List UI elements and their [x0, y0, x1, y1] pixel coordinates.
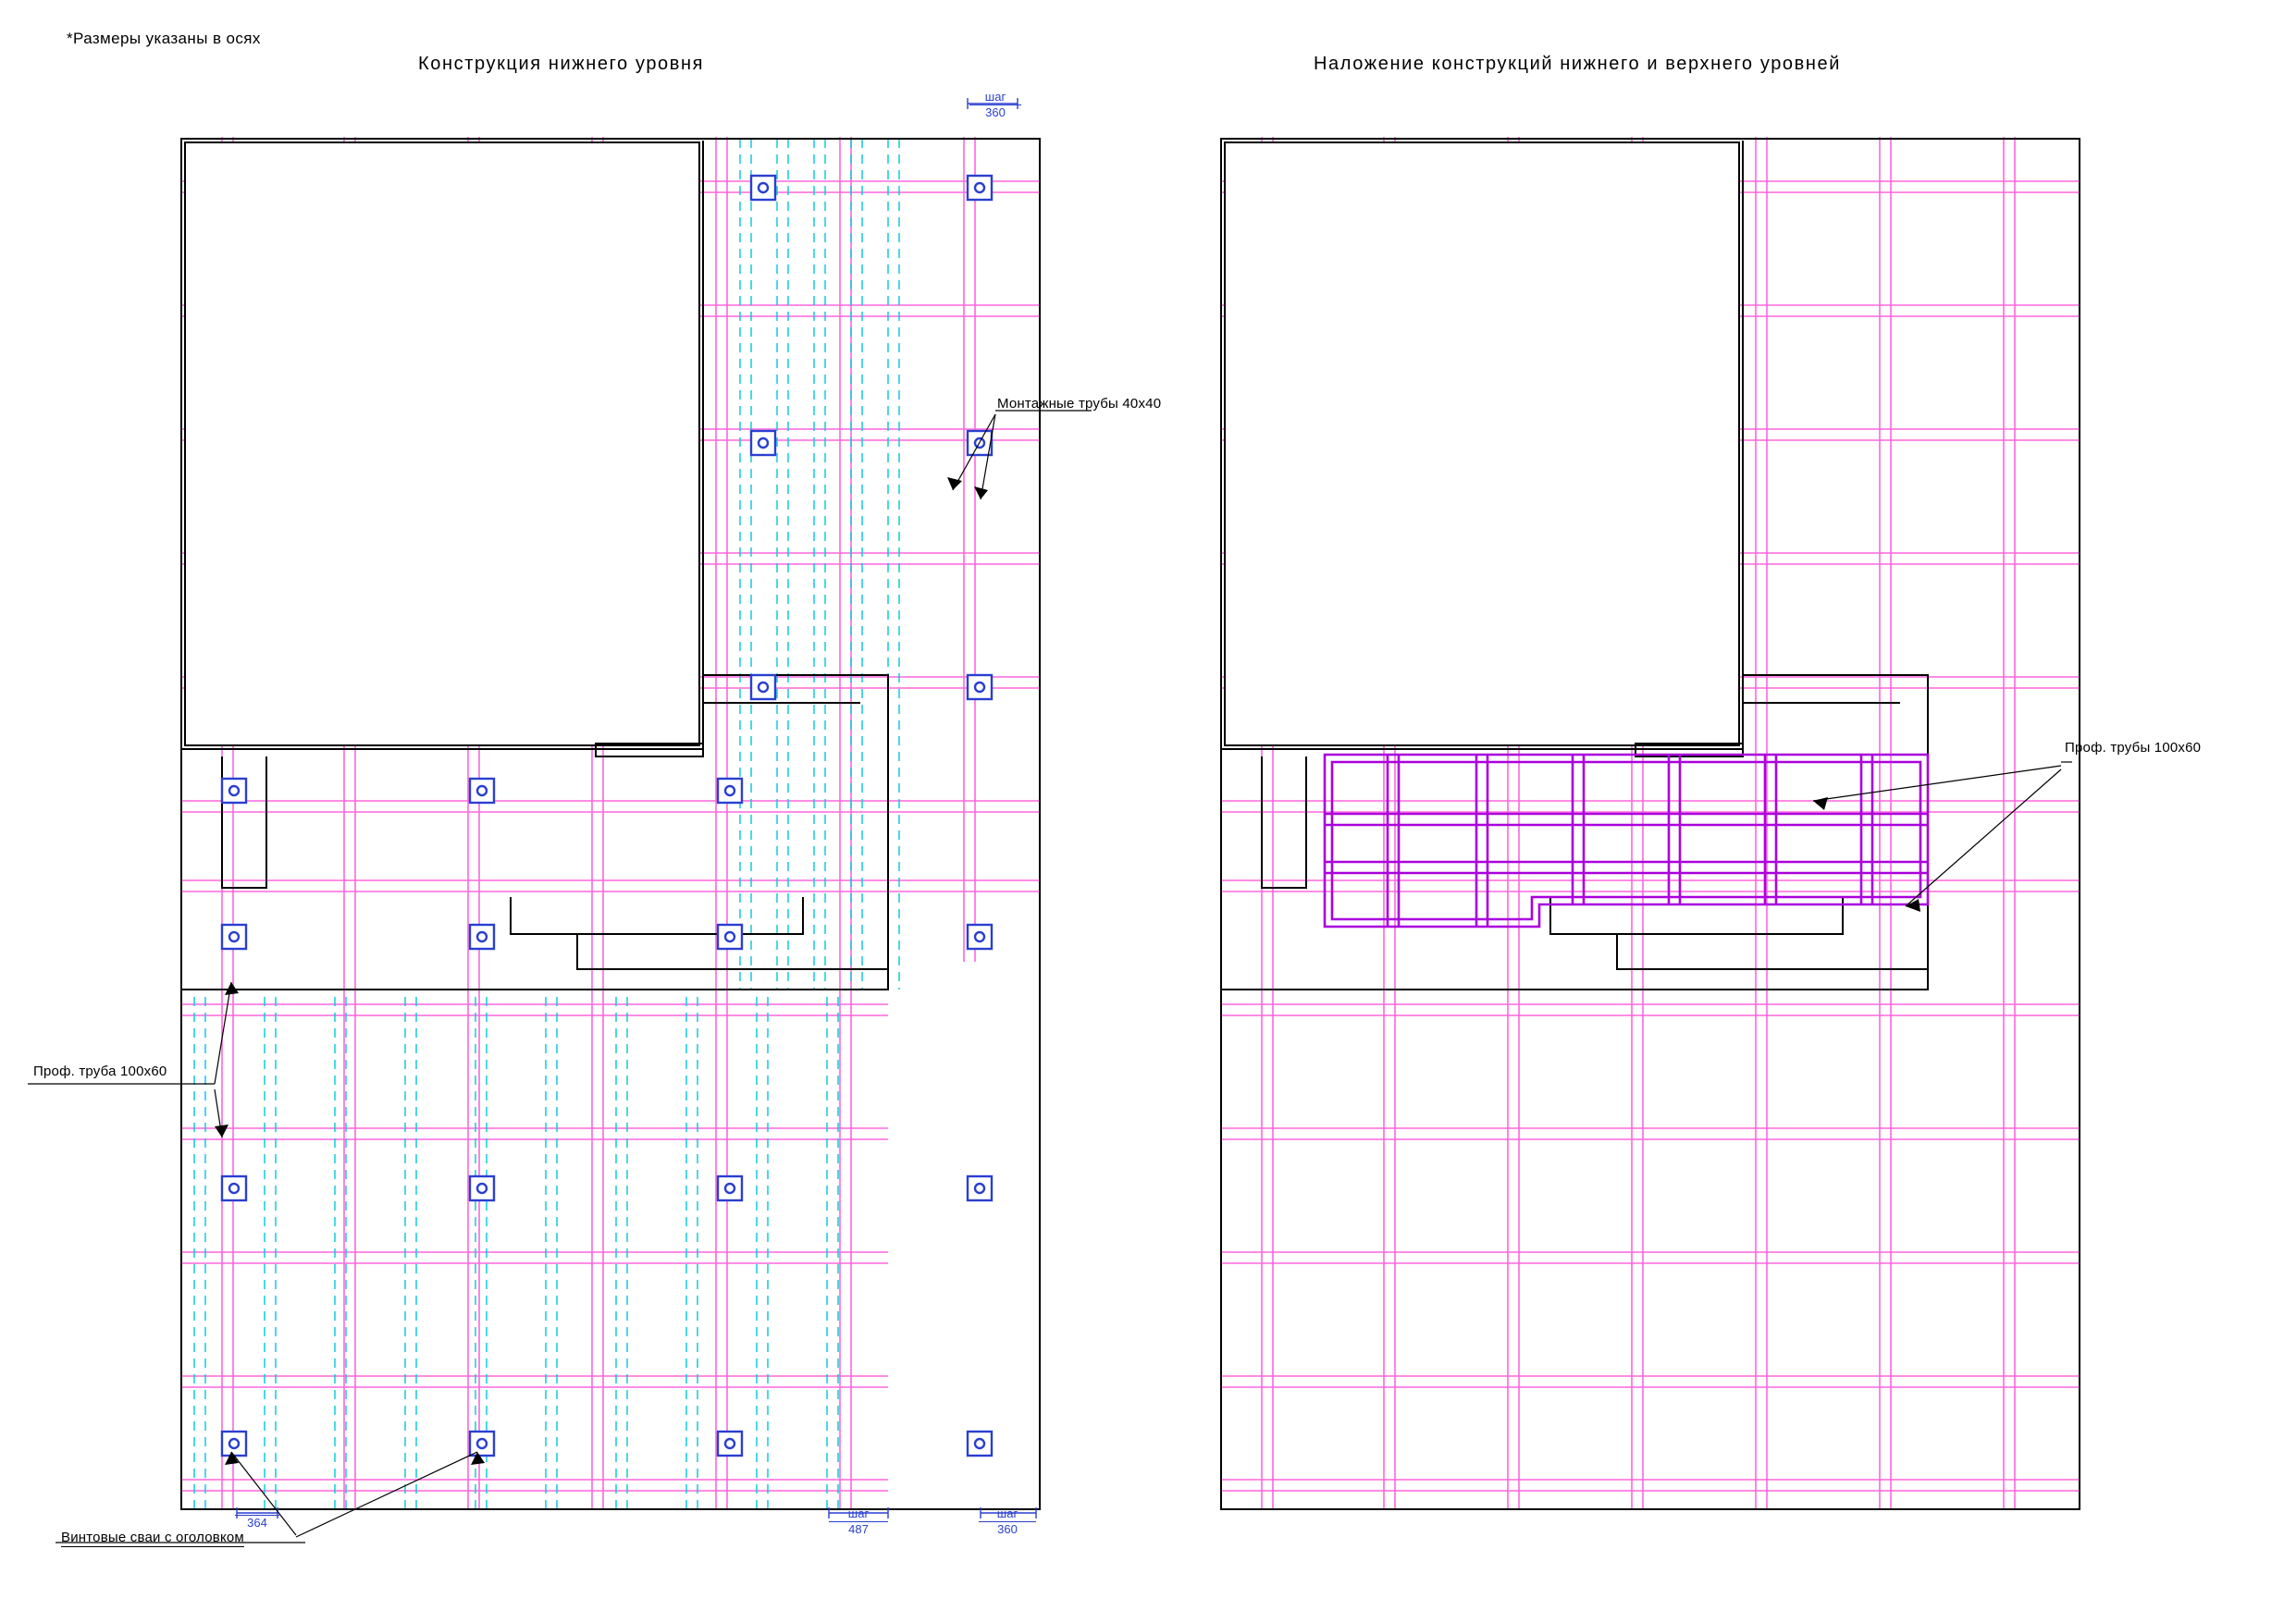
leader-lines-right — [1813, 762, 2072, 906]
right-panel-group — [1221, 137, 2080, 1509]
dimension-top-step: шаг 360 — [969, 91, 1021, 120]
callout-screw-piles: Винтовые сваи с оголовком — [61, 1530, 244, 1545]
callout-mount-pipes: Монтажные трубы 40x40 — [997, 396, 1162, 412]
dimension-bottom-right: шаг 360 — [979, 1507, 1036, 1537]
dimension-bottom-mid: шаг 487 — [829, 1507, 888, 1537]
units-note: *Размеры указаны в осях — [67, 30, 261, 47]
right-panel-title: Наложение конструкций нижнего и верхнего уровней — [1314, 54, 1842, 74]
callout-prof-pipes-right: Проф. трубы 100x60 — [2065, 740, 2202, 756]
callout-prof-pipe-left: Проф. труба 100x60 — [33, 1064, 167, 1079]
left-panel-title: Конструкция нижнего уровня — [418, 54, 705, 74]
upper-level-frame — [1325, 755, 1928, 927]
dimension-bottom-left: 364 — [235, 1515, 279, 1531]
